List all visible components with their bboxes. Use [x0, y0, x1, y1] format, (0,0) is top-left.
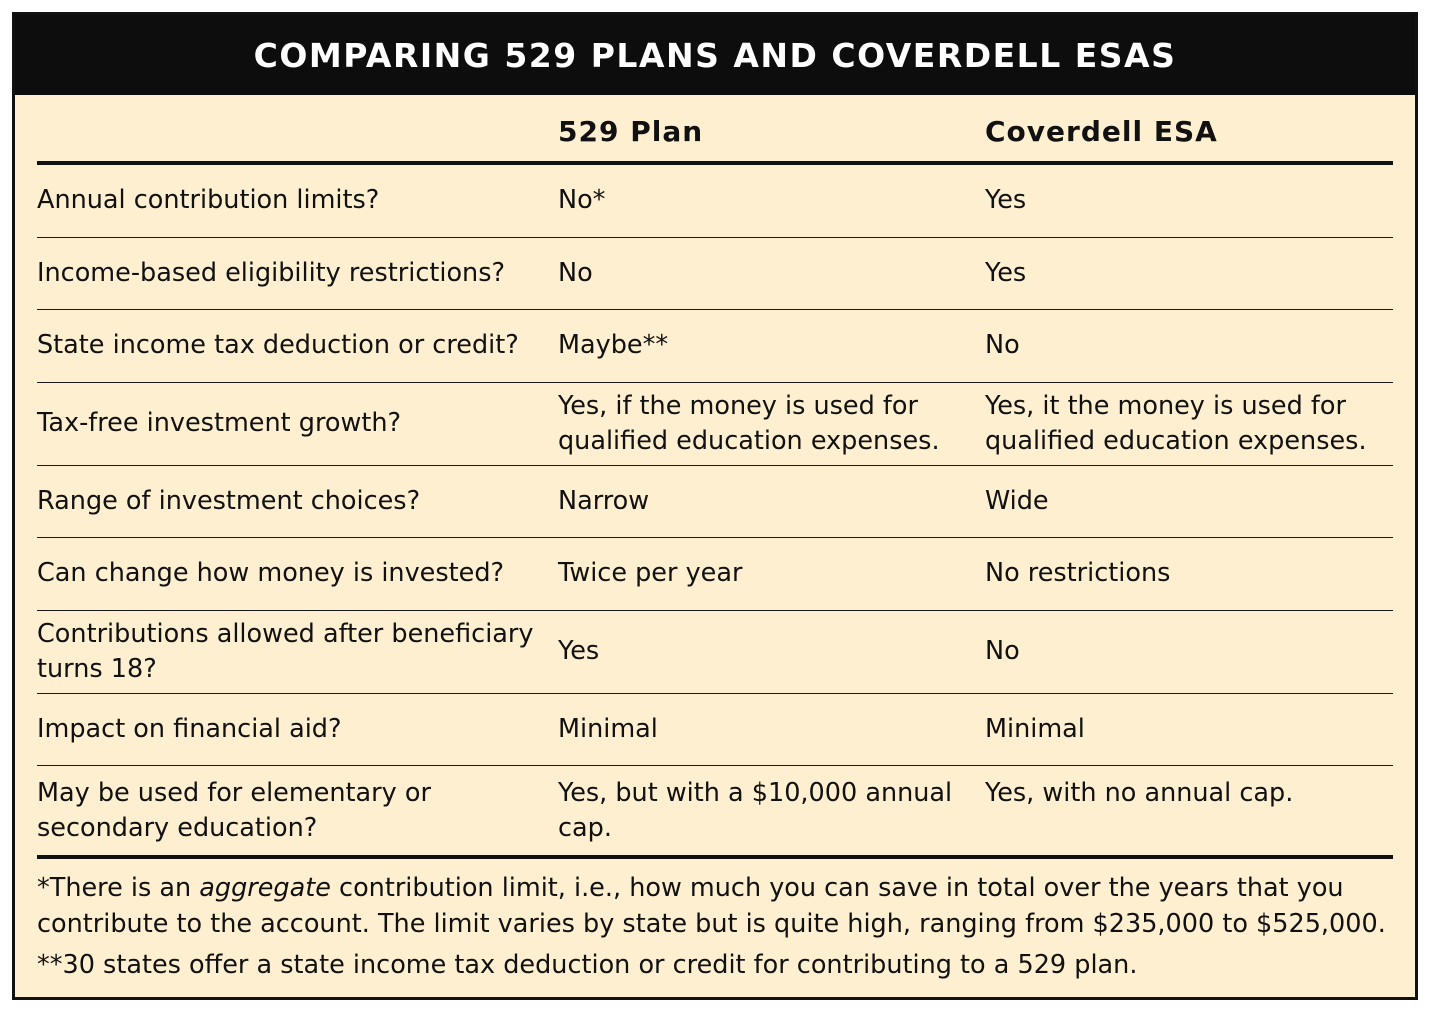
row-coverdell-value: No	[985, 330, 1020, 361]
row-529-value: No	[558, 257, 593, 288]
row-coverdell-value: Minimal	[985, 713, 1085, 744]
header-529-plan: 529 Plan	[558, 114, 704, 148]
row-529-value: Yes	[558, 636, 600, 666]
table-title: COMPARING 529 PLANS AND COVERDELL ESAS	[253, 35, 1177, 75]
row-coverdell-value: No	[985, 636, 1020, 666]
row-feature: Range of investment choices?	[37, 485, 421, 516]
footnotes	[37, 871, 1401, 984]
table-row	[37, 466, 1393, 539]
row-feature: Can change how money is invested?	[37, 558, 505, 589]
row-feature: State income tax deduction or credit?	[37, 330, 519, 361]
comparison-table	[37, 95, 1393, 859]
table-row	[37, 310, 1393, 383]
row-feature: Income-based eligibility restrictions?	[37, 257, 506, 288]
footnote-1-emphasis: aggregate	[199, 873, 331, 903]
row-529-value: Maybe**	[558, 330, 669, 361]
row-feature: Contributions allowed after beneficiary turns 18?	[37, 618, 534, 684]
table-row	[37, 611, 1393, 694]
row-coverdell-value: Yes, with no annual cap.	[985, 778, 1294, 808]
row-coverdell-value: Yes, it the money is used for qualified education expenses.	[985, 390, 1367, 456]
comparison-table-box	[12, 12, 1418, 1000]
table-row	[37, 766, 1393, 859]
row-529-value: Narrow	[558, 485, 650, 516]
row-feature: Impact on financial aid?	[37, 713, 342, 744]
row-529-value: Yes, but with a $10,000 annual cap.	[558, 778, 953, 843]
table-header-row	[37, 95, 1393, 165]
table-row	[37, 538, 1393, 611]
table-row	[37, 694, 1393, 767]
footnote-1	[37, 871, 1401, 942]
header-coverdell-esa: Coverdell ESA	[985, 114, 1218, 148]
row-529-value: Yes, if the money is used for qualified education expenses.	[558, 390, 940, 456]
row-529-value: Minimal	[558, 713, 658, 744]
row-feature: Annual contribution limits?	[37, 185, 380, 216]
row-coverdell-value: Yes	[985, 185, 1027, 216]
footnote-1-end: contribution limit, i.e., how much you can save in total over the years that you contribute to the account. The limit varies by state but is quite high, ranging from $235,000 to $525,000.	[37, 873, 1386, 939]
footnote-1-start: *There is an	[37, 873, 200, 903]
row-coverdell-value: Wide	[985, 485, 1049, 516]
row-529-value: No*	[558, 185, 606, 216]
title-bar	[15, 15, 1415, 95]
table-row	[37, 238, 1393, 311]
table-row	[37, 165, 1393, 238]
row-coverdell-value: No restrictions	[985, 558, 1171, 589]
table-row	[37, 383, 1393, 466]
row-coverdell-value: Yes	[985, 257, 1027, 288]
row-529-value: Twice per year	[558, 558, 743, 589]
footnote-2: **30 states offer a state income tax deduction or credit for contributing to a 529 plan.	[37, 950, 1138, 980]
row-feature: Tax-free investment growth?	[37, 408, 402, 438]
row-feature: May be used for elementary or secondary education?	[37, 778, 431, 843]
